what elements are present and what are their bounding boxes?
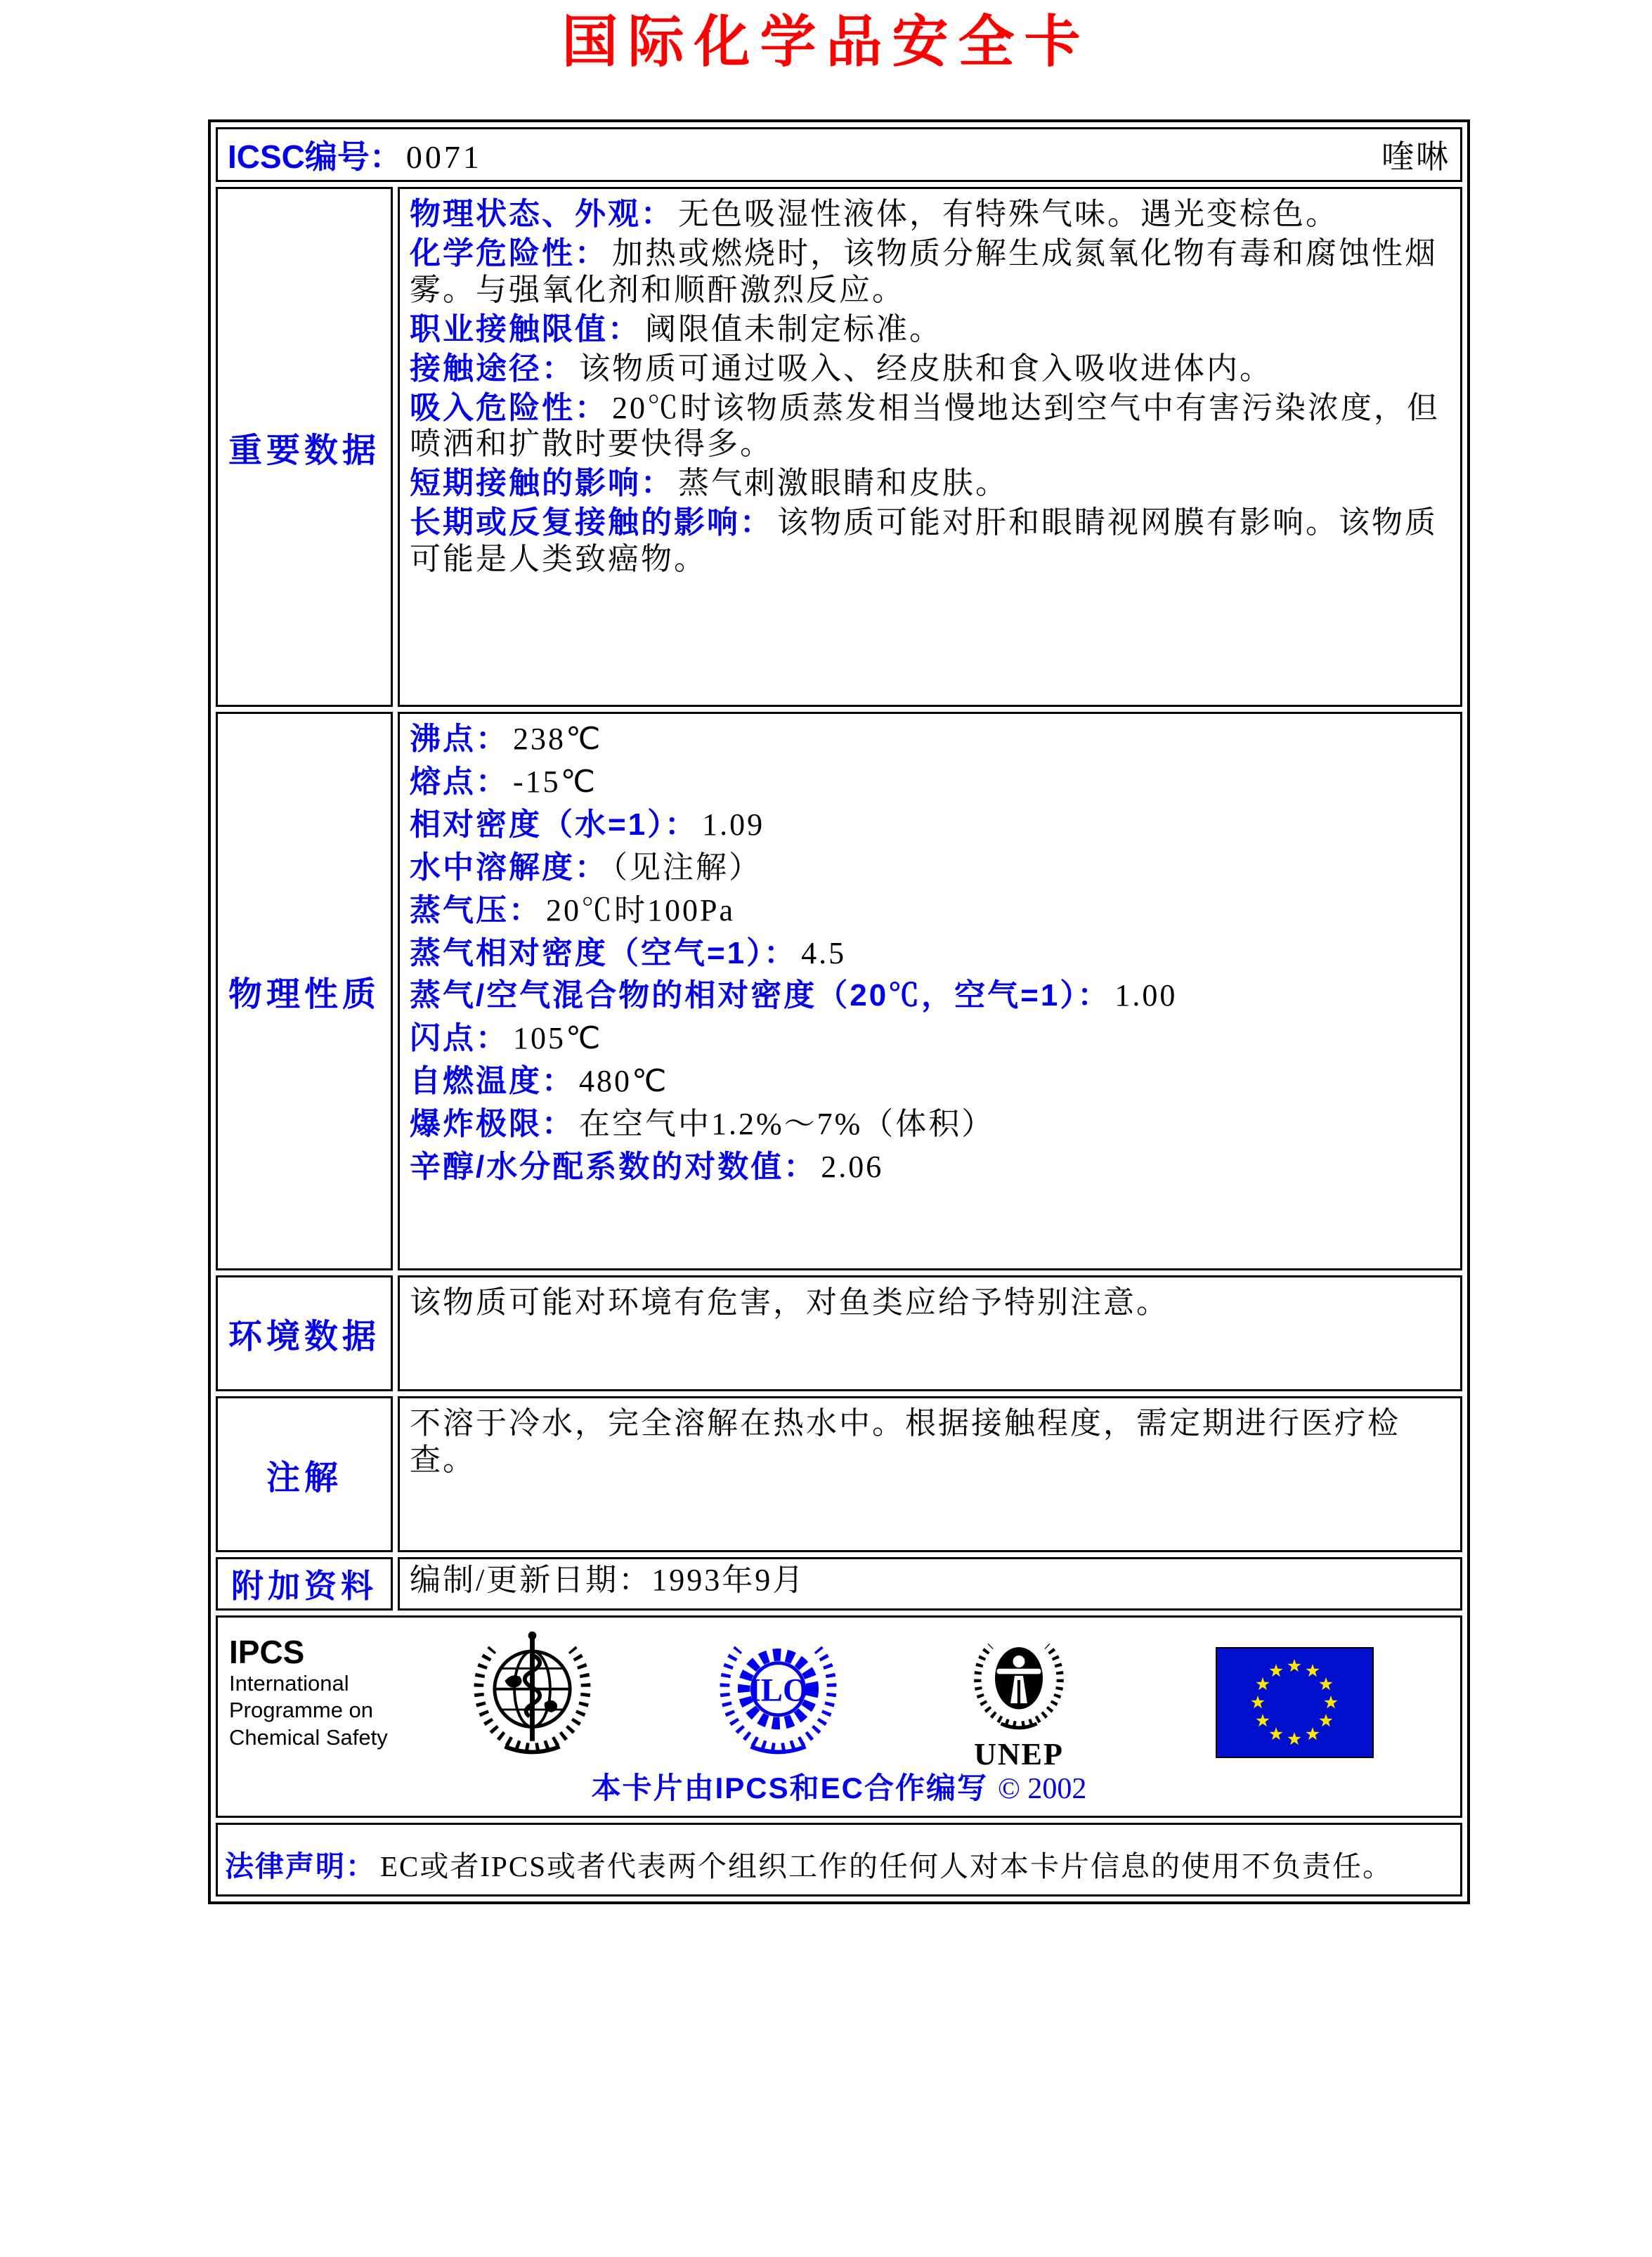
notes-content (398, 1396, 1462, 1552)
property-line (410, 721, 1450, 757)
property-label: 化学危险性： (410, 235, 608, 271)
page-title: 国际化学品安全卡 (561, 11, 1091, 73)
ipcs-text-block (229, 1634, 388, 1752)
property-line (410, 807, 1450, 843)
property-line (410, 1106, 1450, 1143)
physical-properties-row (216, 712, 1462, 1270)
important-data-row (216, 187, 1462, 707)
property-label: 蒸气相对密度（空气=1）： (410, 935, 798, 970)
property-label: 接触途径： (410, 351, 575, 386)
property-value: 1.09 (702, 807, 765, 842)
legal-label: 法律声明： (225, 1849, 376, 1882)
property-label: 蒸气/空气混合物的相对密度（20℃，空气=1）： (410, 978, 1111, 1013)
property-label: 物理状态、外观： (410, 197, 674, 231)
section-label-additional: 附加资料 (216, 1557, 393, 1611)
property-line (410, 390, 1450, 463)
property-value: 20℃时100Pa (546, 892, 735, 928)
property-label: 闪点： (410, 1021, 509, 1056)
ilo-letters: ILO (748, 1672, 809, 1709)
header-row (216, 127, 1462, 182)
property-value: 无色吸湿性液体，有特殊气味。遇光变棕色。 (678, 197, 1339, 231)
property-line (410, 892, 1450, 929)
copyright-text: © 2002 (997, 1772, 1087, 1805)
card-caption (218, 1765, 1460, 1807)
additional-info-text: 编制/更新日期：1993年9月 (410, 1563, 806, 1597)
property-value: 105℃ (513, 1021, 603, 1056)
notes-row (216, 1396, 1462, 1552)
icsc-number-label: ICSC编号： (228, 138, 402, 175)
property-line (410, 1063, 1450, 1100)
icsc-document-page (0, 11, 1652, 2257)
property-value: -15℃ (513, 764, 598, 799)
property-label: 自燃温度： (410, 1064, 575, 1099)
section-label-notes: 注解 (216, 1396, 393, 1552)
property-value: 20℃时该物质蒸发相当慢地达到空气中有害污染浓度，但喷洒和扩散时要快得多。 (410, 390, 1440, 462)
icsc-number-value: 0071 (405, 139, 482, 175)
ipcs-line: Chemical Safety (229, 1725, 388, 1750)
property-line (410, 935, 1450, 972)
section-label-environment: 环境数据 (216, 1275, 393, 1391)
property-value: 在空气中1.2%～7%（体积） (579, 1107, 995, 1142)
property-label: 长期或反复接触的影响： (410, 505, 773, 540)
additional-info-content (398, 1557, 1462, 1611)
property-line (410, 465, 1450, 502)
property-value: 该物质可能对肝和眼睛视网膜有影响。该物质可能是人类致癌物。 (410, 505, 1438, 577)
ipcs-acronym: IPCS (229, 1633, 305, 1670)
property-label: 辛醇/水分配系数的对数值： (410, 1150, 817, 1185)
property-line (410, 505, 1450, 578)
property-value: 2.06 (821, 1150, 884, 1185)
who-logo-icon (464, 1626, 601, 1767)
caption-text: 本卡片由IPCS和EC合作编写 (591, 1771, 988, 1804)
logos-cell (216, 1615, 1462, 1818)
logos-row (216, 1615, 1462, 1818)
property-label: 职业接触限值： (410, 311, 641, 346)
property-line (410, 850, 1450, 886)
property-line (410, 235, 1450, 308)
property-label: 短期接触的影响： (410, 466, 674, 501)
header-content (228, 131, 1450, 178)
property-value: 阈限值未制定标准。 (645, 311, 942, 346)
property-value: 蒸气刺激眼睛和皮肤。 (678, 466, 1008, 501)
ipcs-line: International (229, 1670, 349, 1696)
ilo-logo-icon (710, 1626, 847, 1767)
property-value: 1.00 (1114, 978, 1178, 1013)
header-cell (216, 127, 1462, 182)
environment-text: 该物质可能对环境有危害，对鱼类应给予特别注意。 (410, 1285, 1169, 1320)
property-label: 蒸气压： (410, 892, 542, 928)
eu-flag-icon (1216, 1647, 1374, 1762)
property-value: 480℃ (579, 1064, 669, 1099)
important-data-content (398, 187, 1462, 707)
physical-properties-content (398, 712, 1462, 1270)
property-line (410, 977, 1450, 1014)
property-line (410, 351, 1450, 387)
property-value: 该物质可通过吸入、经皮肤和食入吸收进体内。 (579, 351, 1273, 386)
icsc-number (228, 131, 482, 178)
property-line (410, 764, 1450, 800)
property-line (410, 311, 1450, 348)
property-label: 相对密度（水=1）： (410, 807, 698, 842)
property-line (410, 196, 1450, 233)
ipcs-line: Programme on (229, 1698, 374, 1723)
property-value: 238℃ (513, 722, 603, 756)
property-label: 沸点： (410, 722, 509, 756)
additional-info-row (216, 1557, 1462, 1611)
property-value: 4.5 (801, 935, 847, 970)
icsc-card-table (208, 119, 1470, 1904)
property-label: 爆炸极限： (410, 1107, 575, 1142)
property-value: 加热或燃烧时，该物质分解生成氮氧化物有毒和腐蚀性烟雾。与强氧化剂和顺酐激烈反应。 (410, 235, 1438, 307)
property-value: （见注解） (612, 850, 762, 885)
property-label: 吸入危险性： (410, 390, 608, 425)
property-label: 水中溶解度： (410, 850, 608, 885)
environment-data-row (216, 1275, 1462, 1391)
unep-logo-icon (959, 1623, 1079, 1770)
notes-text: 不溶于冷水，完全溶解在热水中。根据接触程度，需定期进行医疗检查。 (410, 1406, 1400, 1477)
unep-wordmark: UNEP (974, 1736, 1064, 1771)
property-label: 熔点： (410, 764, 509, 799)
chemical-name: 喹啉 (1381, 139, 1450, 175)
legal-row (216, 1823, 1462, 1897)
property-line (410, 1149, 1450, 1185)
legal-cell (216, 1823, 1462, 1897)
legal-text: EC或者IPCS或者代表两个组织工作的任何人对本卡片信息的使用不负责任。 (380, 1849, 1393, 1882)
environment-data-content (398, 1275, 1462, 1391)
section-label-physical: 物理性质 (216, 712, 393, 1270)
property-line (410, 1020, 1450, 1057)
section-label-important: 重要数据 (216, 187, 393, 707)
